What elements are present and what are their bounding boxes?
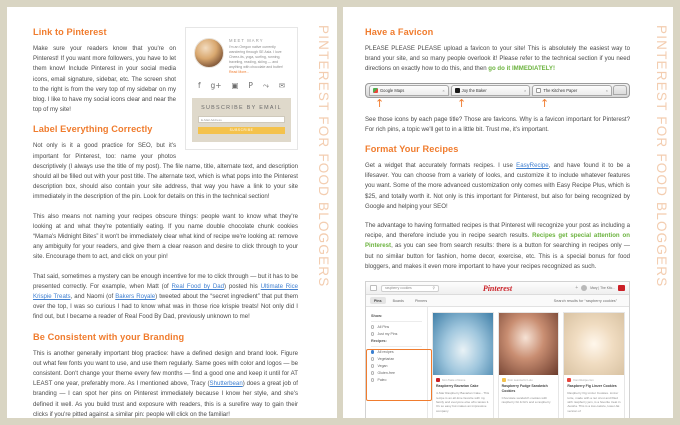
filter-option-just-my-pins[interactable]	[371, 332, 422, 336]
tab-pins[interactable]: Pins	[370, 297, 386, 304]
pin-title[interactable]: Raspberry Fig Linzer Cookies	[567, 384, 617, 389]
filter-option-all-pins[interactable]	[371, 325, 422, 329]
browser-tab-strip	[365, 83, 630, 98]
pinterest-body	[366, 307, 629, 425]
right-page-content	[365, 27, 630, 425]
text-run: The advantage to having formatted recipes is that Pinterest will recognize your post as including a recipe, and therefore include you in recipe search results.	[364, 222, 630, 240]
text-run: ) posted his	[224, 282, 261, 290]
filter-option-vegetarian[interactable]	[371, 357, 422, 361]
close-icon[interactable]: ×	[605, 87, 608, 93]
filter-label: Vegan	[377, 364, 388, 369]
rss-icon[interactable]: ⤳	[262, 81, 269, 90]
avatar	[194, 38, 224, 68]
heading-label-everything: Label Everything Correctly	[33, 124, 153, 135]
text-run: Get a widget that accurately formats recipes. I use	[364, 162, 517, 170]
link-easyrecipe[interactable]: EasyRecipe	[516, 162, 549, 170]
heading-have-a-favicon: Have a Favicon	[364, 27, 434, 37]
divider	[371, 346, 422, 347]
emphasis-go-do-it: go do it IMMEDIATELY!	[488, 65, 555, 73]
paragraph-easyrecipe	[365, 161, 630, 212]
pinterest-search-screenshot	[365, 281, 630, 425]
arrow-up-icon: ↑	[456, 96, 467, 110]
text-run: , and have found it to be a lifesaver. You can choose from a variety of looks, and customize it to include whatever features you want. Some of the more advanced customization only comes with Easy Recipe Plus, which is $25, and totally worth it. Not only is this important for Pinterest, but also for being recognized by Google and helping your SEO!	[364, 162, 630, 210]
google-plus-icon[interactable]: g+	[210, 81, 222, 90]
text-run: PLEASE PLEASE PLEASE upload a favicon to your site! This is absolutely the easiest way to brand your site, and so many people overlook it! Please refer to the technical section if you need directions on exactly how to do this, and then	[364, 45, 630, 73]
account-name[interactable]: Mary | The Kitc...	[590, 286, 615, 291]
filter-option-paleo[interactable]	[371, 378, 422, 382]
link-ultimate-rice-krispie-treats[interactable]: Ultimate Rice Krispie Treats	[33, 282, 299, 301]
search-input[interactable]	[381, 285, 439, 292]
filter-label: Vegetarian	[377, 357, 395, 362]
subscribe-widget	[192, 98, 291, 142]
pin-title[interactable]: Raspberry Bavarian Cake	[435, 384, 479, 389]
radio-icon[interactable]	[371, 357, 375, 361]
paragraph-label-2: This also means not naming your recipes obscure things: people want to know what they're looking at and what they're potentially eating. If you name double chocolate chunk cookies “Mama's Midnight Bites” it won't be immediately clear what kind of recipe we're looking at: remove any ambiguity for your readers, and give them a clear reason and desire to click through to your site. Encourage them to act, and click on your pin!	[33, 212, 298, 261]
paragraph-branding	[33, 349, 298, 420]
subscribe-title: SUBSCRIBE BY EMAIL	[201, 105, 282, 111]
add-icon[interactable]: +	[575, 285, 579, 292]
left-page-content	[33, 27, 298, 425]
side-label-left: PINTEREST FOR FOOD BLOGGERS	[316, 25, 332, 288]
arrow-up-icon: ↑	[539, 96, 550, 110]
pin-image[interactable]	[564, 313, 624, 375]
bio-copy: I'm an Oregon native currently wandering through SE Asia. I love Cheez-its, yoga, surfing, running, traveling, reading, skiing — and anything with chocolate and butter!	[229, 45, 284, 69]
menu-icon[interactable]	[370, 285, 377, 291]
paragraph-link-to-pinterest: Make sure your readers know that you're on Pinterest! If you want more followers, you have to let them know! Include Pinterest in your social media icons, email signature, sidebar, etc. The screen shot to the right is from the very top of my sidebar on my blog. I like to have my social icons clear and near the top of my site!	[33, 45, 176, 114]
divider	[371, 321, 422, 322]
pin-image[interactable]	[433, 313, 493, 375]
pin-image[interactable]	[499, 313, 559, 375]
email-field[interactable]: E-Mail Address	[198, 116, 285, 123]
pinterest-results-grid	[428, 307, 629, 425]
pin-source[interactable]	[567, 378, 621, 382]
heading-link-to-pinterest: Link to Pinterest	[33, 27, 107, 37]
search-value: raspberry cookies	[384, 286, 412, 291]
about-block	[192, 35, 291, 75]
filter-option-all-recipes[interactable]	[371, 350, 422, 354]
facebook-icon[interactable]: f	[198, 81, 201, 90]
search-results-label: Search results for “raspberry cookies”	[553, 298, 617, 303]
joy-the-baker-favicon	[455, 88, 460, 93]
tab-title: Google Maps	[379, 87, 405, 93]
pin-source[interactable]	[502, 378, 556, 382]
filter-label: All recipes	[377, 350, 394, 355]
tab-pinners[interactable]: Pinners	[414, 298, 428, 303]
close-icon[interactable]: ×	[442, 87, 445, 93]
text-run: , and Naomi (of	[70, 293, 116, 301]
heading-be-consistent: Be Consistent with your Branding	[33, 331, 185, 342]
pin-title[interactable]: Raspberry Fudge Sandwich Cookies	[501, 384, 548, 393]
source-label: from Recipe.com	[573, 378, 594, 382]
browser-tabs-screenshot	[365, 83, 630, 111]
avatar[interactable]	[581, 285, 587, 291]
tab-title: The Kitchen Paper	[543, 87, 578, 93]
link-real-food-by-dad[interactable]: Real Food by Dad	[171, 282, 225, 290]
pin-card[interactable]	[432, 312, 494, 424]
pinterest-account-area	[575, 285, 625, 291]
meet-mary-title: MEET MARY	[229, 38, 264, 43]
new-tab-button[interactable]	[613, 85, 627, 95]
browser-tab-joy-the-baker[interactable]	[451, 85, 531, 96]
the-kitchen-paper-favicon	[536, 88, 541, 93]
read-more-link[interactable]: Read More...	[229, 70, 250, 74]
text-run: ) tweeted about the “secret ingredient” that put them over the top, I was so curious I had to know what was in those rice krispie treats! Not only did I find out, but I became a reader of Real Food By Dad, previously unknown to me!	[33, 293, 298, 321]
text-run: , as you can see from search results: there is a button for searching in recipes only — but no similar button for fashion, home decor, exercise, etc. This is a special bonus for food bloggers, and makes it even more important to have your recipes recognized as such.	[364, 242, 630, 270]
pin-description: Raspberry Fig Linzer Cookies. Linzer torte, made with a nut crust and filled with raspberry jam, is a favorite treat in Austria. This is a low-calorie, lower-fat version of	[567, 391, 621, 413]
notifications-icon[interactable]	[618, 285, 625, 291]
pin-source[interactable]	[436, 378, 490, 382]
pin-meta	[433, 375, 493, 417]
filter-option-gluten-free[interactable]	[371, 371, 422, 375]
heading-format-your-recipes: Format Your Recipes	[364, 144, 459, 155]
filter-label: All Pins	[377, 325, 390, 330]
side-label-right: PINTEREST FOR FOOD BLOGGERS	[654, 25, 670, 288]
link-shutterbean[interactable]: Shutterbean	[209, 380, 243, 388]
paragraph-mystery	[33, 272, 298, 323]
source-favicon	[436, 378, 440, 382]
pin-card[interactable]	[563, 312, 625, 424]
right-page	[343, 0, 680, 425]
radio-icon[interactable]	[371, 364, 375, 368]
pinterest-logo: Pinterest	[482, 283, 513, 293]
radio-icon[interactable]	[371, 332, 375, 336]
left-page	[0, 0, 337, 425]
browser-tab-the-kitchen-paper[interactable]	[532, 85, 612, 96]
browser-tab-google-maps[interactable]	[369, 85, 449, 96]
pin-card[interactable]	[498, 312, 560, 424]
filter-label: Gluten-free	[377, 371, 395, 376]
paragraph-favicon	[365, 44, 630, 75]
filter-option-vegan[interactable]	[371, 364, 422, 368]
tab-boards[interactable]: Boards	[392, 298, 404, 303]
source-favicon	[502, 378, 506, 382]
source-label: from Leenna for Lulu	[507, 378, 533, 382]
google-maps-favicon	[373, 88, 378, 93]
pinterest-icon[interactable]: P	[248, 81, 253, 90]
tab-title: Joy the Baker	[461, 87, 487, 93]
text-run: That said, sometimes a mystery can be enough incentive for me to click through — but it has to be presented correctly. For example, when Matt (of	[33, 272, 298, 290]
filter-group-show: Show:	[370, 314, 383, 319]
instagram-icon[interactable]: ▣	[231, 81, 239, 90]
pinterest-subnav	[366, 295, 629, 307]
filter-label: Paleo	[377, 378, 387, 383]
twitter-icon[interactable]: ✉	[278, 81, 285, 90]
paragraph-label-1: Not only is it a good practice for SEO, but it's important for Pinterest, too: name your photos descriptively (I always use the title of my post). The file name, title, alternate text, and description should all be filled out with your post title. The alternate text, which is what pops into the Pinterest description box, should also contain your site address, that way you have a link to your site immediately in the description of the pin. Look for details on this in the technical section!	[33, 142, 298, 201]
pin-description: 4-Star Raspberry Bavarian Cake - This recipe is an all-time favorite with my family and everyone else who tastes it. It's so easy but makes an impressive company	[435, 391, 490, 413]
radio-icon[interactable]	[371, 350, 375, 354]
bio-text	[229, 45, 289, 75]
paragraph-recipe-search	[365, 221, 630, 272]
close-icon[interactable]: ×	[523, 87, 527, 93]
source-label: from Taste of Home	[441, 378, 466, 382]
pin-description: Chocolate sandwich cookies with raspberry bit & bit's and a raspberry	[501, 395, 551, 405]
annotation-arrows	[365, 98, 630, 111]
pin-meta	[564, 375, 624, 417]
emphasis-recipes-get-special-attention: Recipes get special attention on Pinterest	[364, 232, 630, 250]
radio-icon[interactable]	[371, 325, 375, 329]
source-favicon	[567, 378, 571, 382]
text-run: This is another generally important blog practice: have a defined design and brand look. Figure out what few fonts you want to use, and use them regularly. Same goes with color and logos — be consistent. Don't change your theme every few months — find a good one and keep it until for AT LEAST one year, preferably more. As I mentioned above, Tracy (	[33, 349, 298, 388]
search-icon: ⚲	[432, 286, 435, 291]
pin-meta	[499, 375, 559, 409]
text-run: ) does a great job of branding — I can spot her pins on Pinterest immediately because I know her style, and she's defined it well. As you build trust and exposure with readers, this is a surefire way to gain their clicks if you're pitted against a similar pin: people will click on the familiar!	[33, 380, 299, 418]
filter-group-recipes: Recipes:	[370, 339, 387, 344]
paragraph-favicon-explain: See those icons by each page title? Those are favicons. Why is a favicon important for Pinterest? For rich pins, a topic we'll get to in a little bit. Trust me, it's important.	[364, 115, 630, 133]
arrow-up-icon: ↑	[374, 96, 385, 110]
link-bakers-royale[interactable]: Bakers Royale	[115, 293, 156, 301]
radio-icon[interactable]	[371, 378, 375, 382]
radio-icon[interactable]	[371, 371, 375, 375]
pinterest-filters-sidebar	[366, 307, 428, 425]
social-icons-row	[192, 75, 291, 94]
blog-sidebar-widget	[185, 27, 298, 150]
filter-label: Just my Pins	[377, 332, 398, 337]
pinterest-header	[366, 282, 629, 295]
sidebar-widget-screenshot	[185, 27, 298, 150]
subscribe-button[interactable]: SUBSCRIBE	[198, 127, 285, 134]
